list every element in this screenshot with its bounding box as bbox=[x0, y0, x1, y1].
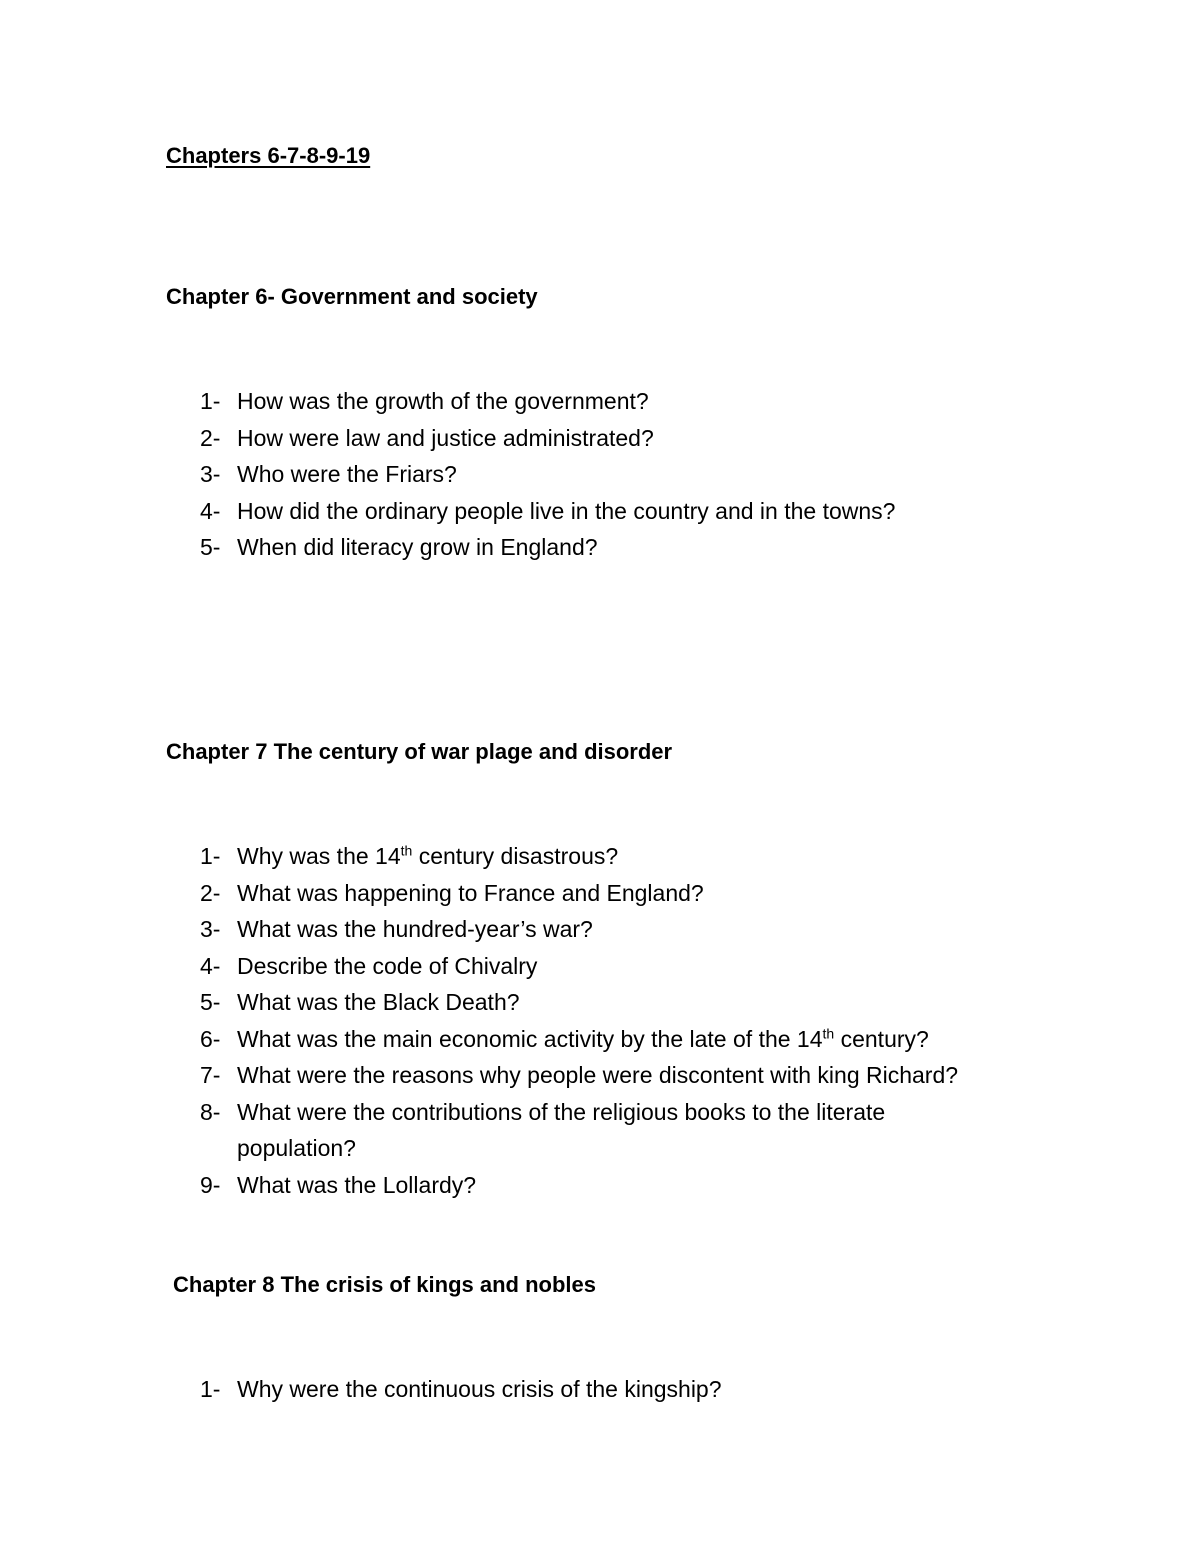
question-number: 4- bbox=[200, 497, 221, 524]
question-text: How did the ordinary people live in the country and in the towns? bbox=[237, 497, 896, 524]
question-text: How were law and justice administrated? bbox=[237, 424, 654, 451]
list-item bbox=[200, 529, 1060, 566]
list-item bbox=[200, 1371, 1060, 1408]
question-text: What was happening to France and England? bbox=[237, 879, 704, 906]
list-item bbox=[200, 420, 1060, 457]
list-item bbox=[200, 493, 1060, 530]
question-number: 8- bbox=[200, 1098, 221, 1125]
list-item bbox=[200, 456, 1060, 493]
chapter-8-question-list bbox=[200, 1371, 1060, 1408]
question-text: What was the Black Death? bbox=[237, 989, 520, 1015]
question-number: 3- bbox=[200, 461, 221, 487]
list-item bbox=[200, 383, 1060, 420]
question-number: 2- bbox=[200, 424, 221, 451]
question-text: When did literacy grow in England? bbox=[237, 534, 598, 560]
question-text: Why were the continuous crisis of the kingship? bbox=[237, 1376, 722, 1402]
list-item bbox=[200, 1057, 1060, 1094]
chapter-7-heading: Chapter 7 The century of war plage and disorder bbox=[166, 739, 673, 764]
question-number: 1- bbox=[200, 1376, 221, 1402]
question-text-part: Why was the 14 bbox=[237, 843, 401, 869]
question-number: 5- bbox=[200, 534, 221, 560]
question-text bbox=[237, 843, 618, 869]
question-number: 7- bbox=[200, 1062, 221, 1088]
question-number: 1- bbox=[200, 388, 221, 414]
question-text bbox=[237, 1026, 929, 1052]
list-item bbox=[200, 838, 1060, 875]
question-text: What was the hundred-year’s war? bbox=[237, 916, 593, 942]
question-text-part: What was the main economic activity by the late of the 14 bbox=[237, 1025, 823, 1052]
chapter-6-question-list bbox=[200, 383, 1060, 566]
list-item bbox=[200, 1021, 1060, 1058]
chapter-8-heading: Chapter 8 The crisis of kings and nobles bbox=[173, 1272, 596, 1297]
question-text-part: century? bbox=[834, 1025, 929, 1052]
list-item bbox=[200, 984, 1060, 1021]
question-number: 1- bbox=[200, 843, 221, 869]
document-title: Chapters 6-7-8-9-19 bbox=[166, 143, 371, 168]
ordinal-suffix: th bbox=[822, 1024, 835, 1041]
question-text: How was the growth of the government? bbox=[237, 388, 649, 414]
question-number: 6- bbox=[200, 1025, 221, 1052]
list-item bbox=[200, 948, 1060, 985]
question-text-part: century disastrous? bbox=[412, 843, 619, 869]
list-item bbox=[200, 875, 1060, 912]
question-text: What were the contributions of the religious books to the literate population? bbox=[237, 1098, 886, 1161]
list-item bbox=[200, 1094, 977, 1167]
question-text: Describe the code of Chivalry bbox=[237, 952, 538, 979]
question-number: 5- bbox=[200, 989, 221, 1015]
question-text: What were the reasons why people were discontent with king Richard? bbox=[237, 1062, 959, 1088]
ordinal-suffix: th bbox=[400, 842, 413, 859]
question-text: Who were the Friars? bbox=[237, 461, 457, 487]
question-number: 4- bbox=[200, 952, 221, 979]
question-text: What was the Lollardy? bbox=[237, 1171, 477, 1198]
chapter-7-question-list bbox=[200, 838, 1060, 1203]
list-item bbox=[200, 1167, 1060, 1204]
question-number: 3- bbox=[200, 916, 221, 942]
chapter-6-heading: Chapter 6- Government and society bbox=[166, 284, 538, 309]
question-number: 9- bbox=[200, 1171, 221, 1198]
question-number: 2- bbox=[200, 879, 221, 906]
list-item bbox=[200, 911, 1060, 948]
